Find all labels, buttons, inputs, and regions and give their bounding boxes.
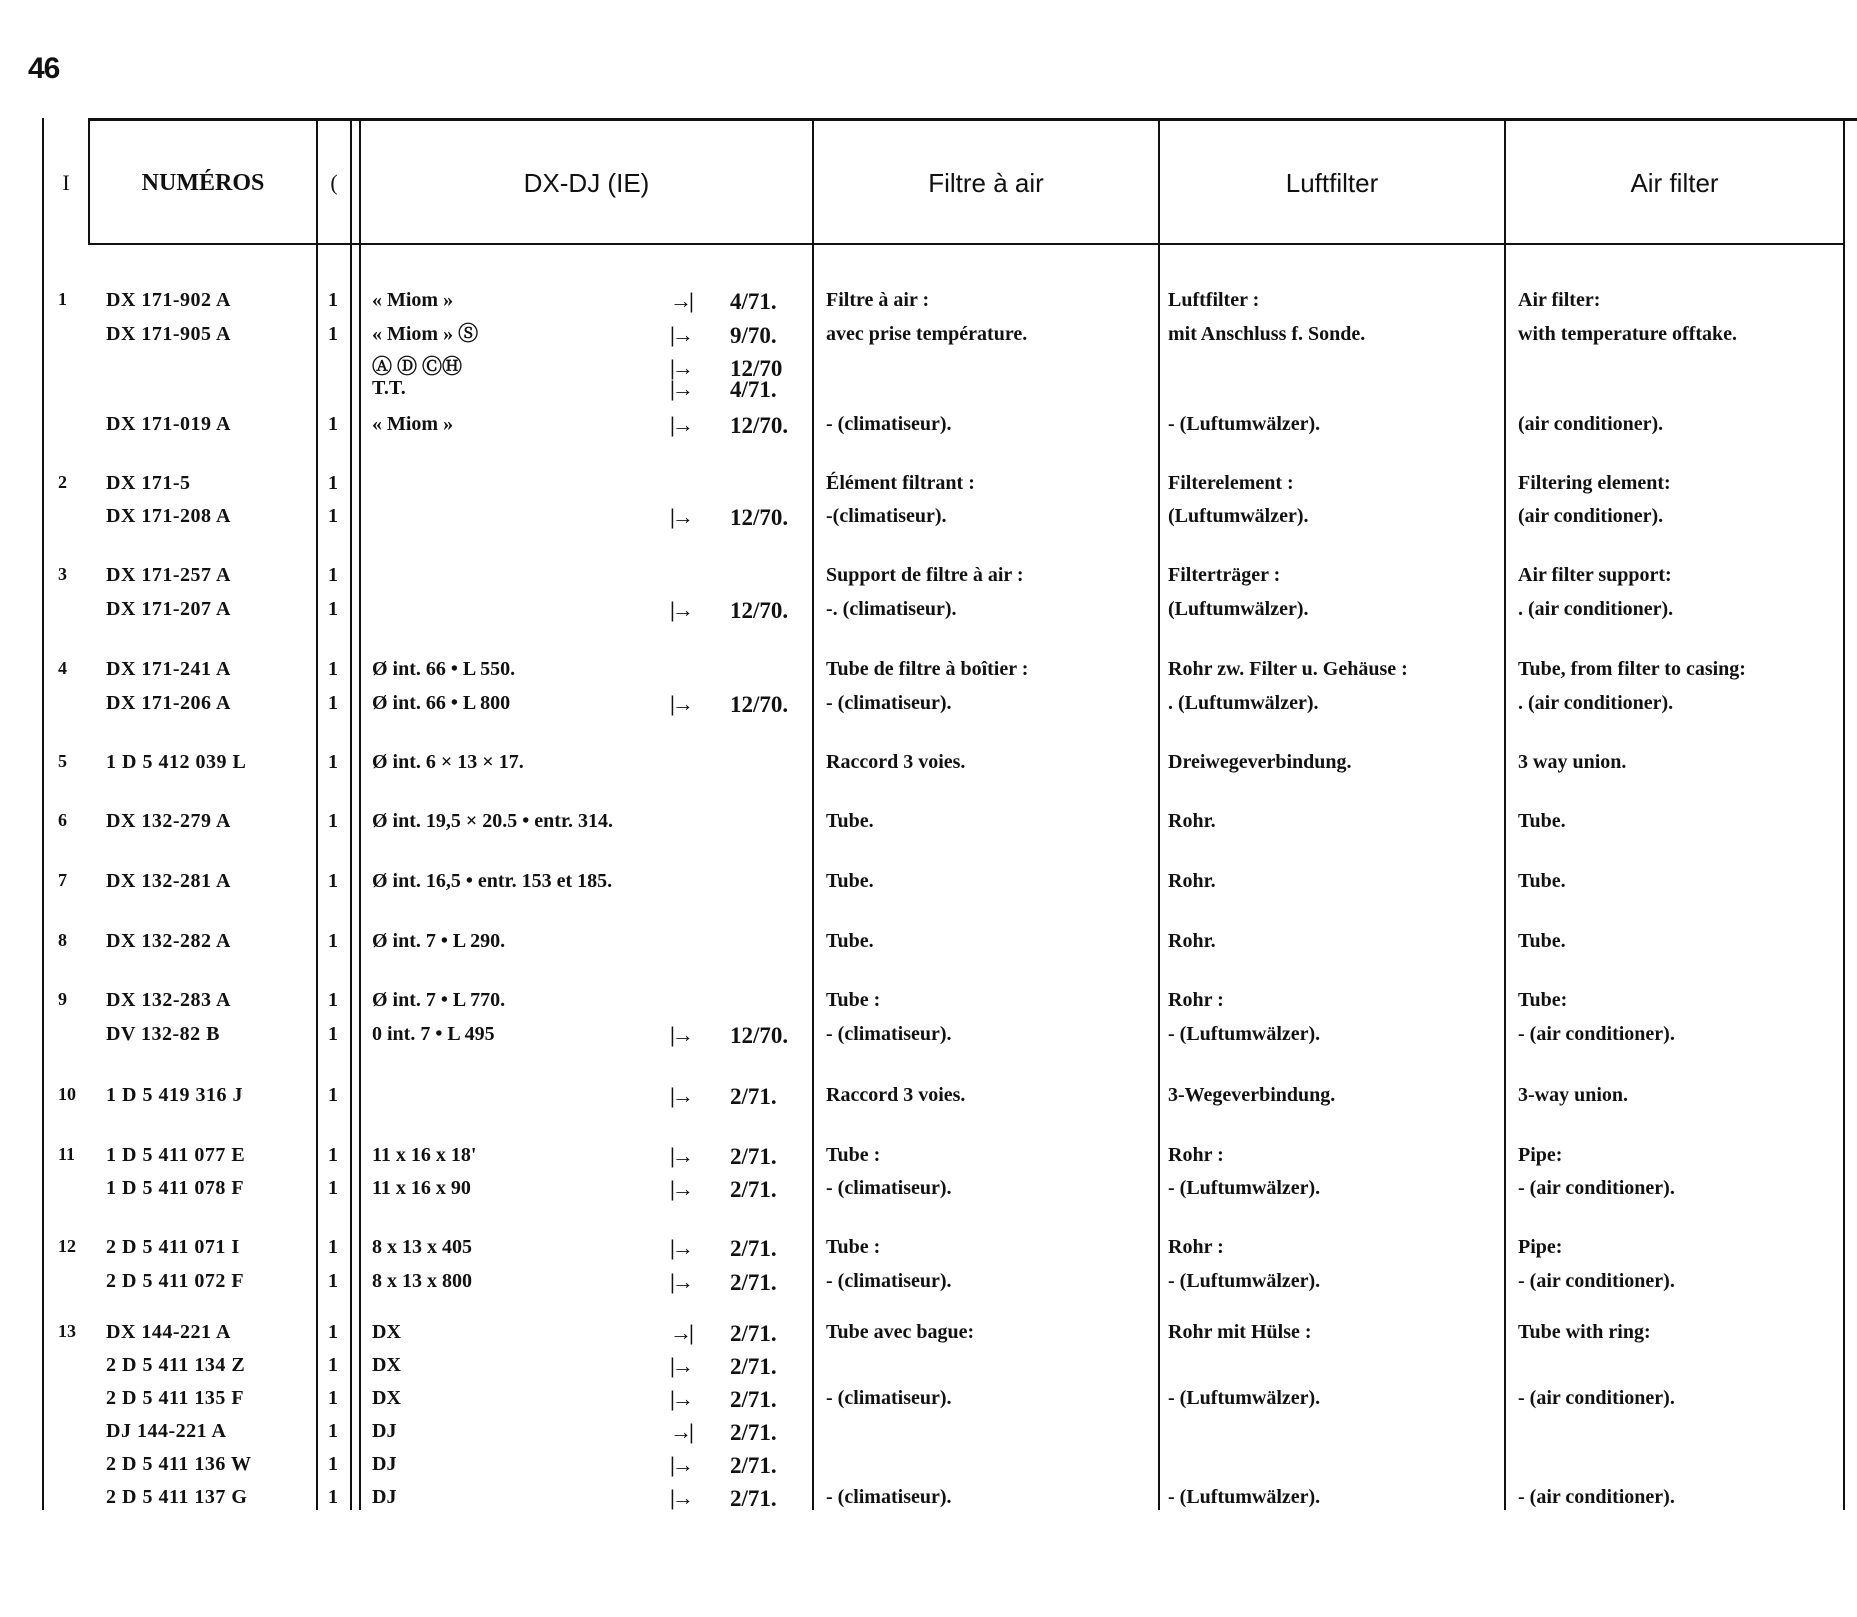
cell-spec: « Miom »	[372, 413, 454, 435]
cell-arrow: |→	[670, 597, 691, 622]
cell-de: Rohr.	[1168, 870, 1216, 892]
cell-arrow: |→	[670, 1083, 691, 1108]
cell-de: mit Anschluss f. Sonde.	[1168, 323, 1366, 345]
cell-en: 3-way union.	[1518, 1084, 1629, 1106]
cell-num: 1 D 5 412 039 L	[106, 751, 247, 773]
cell-de: - (Luftumwälzer).	[1168, 1486, 1321, 1508]
header-index: I	[62, 170, 70, 195]
cell-num: 1 D 5 411 077 E	[106, 1144, 246, 1166]
cell-de: - (Luftumwälzer).	[1168, 1177, 1321, 1199]
cell-num: DJ 144-221 A	[106, 1420, 227, 1442]
cell-num: 2 D 5 411 071 I	[106, 1236, 240, 1258]
cell-qty: 1	[328, 1084, 338, 1106]
cell-de: Rohr :	[1168, 989, 1224, 1011]
cell-de: Filterträger :	[1168, 564, 1281, 586]
cell-de: Rohr.	[1168, 930, 1216, 952]
cell-spec: 11 x 16 x 90	[372, 1177, 471, 1199]
cell-spec: DJ	[372, 1486, 397, 1508]
cell-qty: 1	[328, 1144, 338, 1166]
cell-en: . (air conditioner).	[1518, 692, 1674, 714]
cell-num: 2 D 5 411 137 G	[106, 1486, 248, 1508]
cell-qty: 1	[328, 1354, 338, 1376]
cell-en: (air conditioner).	[1518, 413, 1664, 435]
cell-idx: 9	[58, 989, 67, 1009]
cell-num: DX 171-019 A	[106, 413, 231, 435]
cell-num: DX 144-221 A	[106, 1321, 231, 1343]
cell-num: DV 132-82 B	[106, 1023, 221, 1045]
cell-date: 2/71.	[730, 1420, 777, 1445]
cell-en: Pipe:	[1518, 1236, 1563, 1258]
french-left-rule	[812, 118, 814, 1510]
cell-num: 1 D 5 419 316 J	[106, 1084, 243, 1106]
cell-num: 2 D 5 411 134 Z	[106, 1354, 246, 1376]
cell-spec: 11 x 16 x 18'	[372, 1144, 477, 1166]
cell-spec: DJ	[372, 1453, 397, 1475]
cell-qty: 1	[328, 1486, 338, 1508]
cell-spec: Ø int. 7 • L 290.	[372, 930, 506, 952]
cell-fr: Tube.	[826, 810, 874, 832]
cell-en: 3 way union.	[1518, 751, 1627, 773]
cell-de: . (Luftumwälzer).	[1168, 692, 1319, 714]
cell-fr: Tube :	[826, 1144, 881, 1166]
cell-idx: 11	[58, 1144, 76, 1164]
cell-qty: 1	[328, 505, 338, 527]
cell-date: 2/71.	[730, 1177, 777, 1202]
cell-de: - (Luftumwälzer).	[1168, 1387, 1321, 1409]
cell-fr: - (climatiseur).	[826, 1177, 952, 1199]
cell-arrow: |→	[670, 355, 691, 380]
cell-qty: 1	[328, 413, 338, 435]
cell-date: 4/71.	[730, 289, 777, 314]
cell-fr: - (climatiseur).	[826, 1387, 952, 1409]
cell-num: DX 132-281 A	[106, 870, 231, 892]
left-margin-rule	[42, 118, 44, 1510]
cell-arrow: |→	[670, 322, 691, 347]
cell-arrow: |→	[670, 1452, 691, 1477]
cell-fr: Support de filtre à air :	[826, 564, 1024, 586]
cell-num: DX 171-5	[106, 472, 191, 494]
cell-num: 1 D 5 411 078 F	[106, 1177, 245, 1199]
cell-num: DX 171-241 A	[106, 658, 231, 680]
cell-idx: 12	[58, 1236, 76, 1256]
cell-num: 2 D 5 411 072 F	[106, 1270, 245, 1292]
cell-date: 12/70	[730, 356, 783, 381]
qty-left-rule	[316, 118, 318, 1510]
cell-arrow: |→	[670, 1143, 691, 1168]
cell-en: . (air conditioner).	[1518, 598, 1674, 620]
cell-num: DX 132-282 A	[106, 930, 231, 952]
cell-spec: DX	[372, 1321, 401, 1343]
cell-en: with temperature offtake.	[1518, 323, 1738, 345]
cell-de: Rohr :	[1168, 1236, 1224, 1258]
cell-arrow: |→	[670, 504, 691, 529]
cell-de: Rohr zw. Filter u. Gehäuse :	[1168, 658, 1408, 680]
cell-qty: 1	[328, 930, 338, 952]
cell-de: Luftfilter :	[1168, 289, 1260, 311]
cell-arrow: →|	[670, 1419, 691, 1444]
cell-date: 2/71.	[730, 1354, 777, 1379]
cell-arrow: →|	[670, 288, 691, 313]
cell-idx: 7	[58, 870, 67, 890]
header-english: Air filter	[1630, 167, 1719, 198]
cell-de: Rohr :	[1168, 1144, 1224, 1166]
header-numeros: NUMÉROS	[141, 169, 265, 196]
cell-qty: 1	[328, 1453, 338, 1475]
cell-num: DX 132-279 A	[106, 810, 231, 832]
cell-qty: 1	[328, 870, 338, 892]
cell-spec: 0 int. 7 • L 495	[372, 1023, 495, 1045]
cell-idx: 1	[58, 289, 67, 309]
cell-arrow: →|	[670, 1320, 691, 1345]
english-left-rule	[1504, 118, 1506, 1510]
cell-idx: 13	[58, 1321, 76, 1341]
cell-fr: Raccord 3 voies.	[826, 751, 966, 773]
model-right-rule	[359, 118, 361, 1510]
cell-num: DX 171-257 A	[106, 564, 231, 586]
cell-en: Tube.	[1518, 930, 1566, 952]
cell-en: Filtering element:	[1518, 472, 1671, 494]
cell-en: Tube with ring:	[1518, 1321, 1651, 1343]
cell-qty: 1	[328, 1270, 338, 1292]
cell-fr: - (climatiseur).	[826, 1270, 952, 1292]
cell-de: 3-Wegeverbindung.	[1168, 1084, 1336, 1106]
cell-qty: 1	[328, 564, 338, 586]
cell-date: 12/70.	[730, 598, 789, 623]
cell-en: - (air conditioner).	[1518, 1177, 1675, 1199]
cell-fr: Tube de filtre à boîtier :	[826, 658, 1029, 680]
cell-fr: Tube.	[826, 870, 874, 892]
cell-qty: 1	[328, 472, 338, 494]
cell-qty: 1	[328, 810, 338, 832]
cell-qty: 1	[328, 658, 338, 680]
cell-qty: 1	[328, 289, 338, 311]
cell-idx: 3	[58, 564, 67, 584]
cell-de: Filterelement :	[1168, 472, 1294, 494]
cell-date: 2/71.	[730, 1270, 777, 1295]
table-top-rule	[88, 118, 1857, 121]
cell-num: 2 D 5 411 136 W	[106, 1453, 252, 1475]
cell-de: - (Luftumwälzer).	[1168, 1023, 1321, 1045]
page-number: 46	[28, 52, 60, 85]
cell-arrow: |→	[670, 1176, 691, 1201]
cell-qty: 1	[328, 692, 338, 714]
german-left-rule	[1158, 118, 1160, 1510]
cell-en: - (air conditioner).	[1518, 1270, 1675, 1292]
cell-fr: -(climatiseur).	[826, 505, 947, 527]
cell-en: Tube:	[1518, 989, 1568, 1011]
cell-arrow: |→	[670, 412, 691, 437]
cell-arrow: |→	[670, 1353, 691, 1378]
cell-en: Pipe:	[1518, 1144, 1563, 1166]
cell-fr: - (climatiseur).	[826, 692, 952, 714]
cell-de: - (Luftumwälzer).	[1168, 1270, 1321, 1292]
cell-idx: 5	[58, 751, 67, 771]
cell-de: (Luftumwälzer).	[1168, 598, 1309, 620]
cell-spec: T.T.	[372, 377, 406, 399]
cell-en: Air filter support:	[1518, 564, 1672, 586]
qty-right-rule	[350, 118, 352, 1510]
cell-num: DX 171-902 A	[106, 289, 231, 311]
cell-idx: 8	[58, 930, 67, 950]
cell-num: DX 171-206 A	[106, 692, 231, 714]
cell-en: - (air conditioner).	[1518, 1023, 1675, 1045]
cell-num: 2 D 5 411 135 F	[106, 1387, 245, 1409]
cell-spec: 8 x 13 x 800	[372, 1270, 472, 1292]
cell-date: 12/70.	[730, 505, 789, 530]
cell-fr: Raccord 3 voies.	[826, 1084, 966, 1106]
cell-idx: 2	[58, 472, 67, 492]
cell-date: 2/71.	[730, 1321, 777, 1346]
cell-en: - (air conditioner).	[1518, 1387, 1675, 1409]
cell-spec: Ø int. 66 • L 800	[372, 692, 511, 714]
cell-date: 4/71.	[730, 377, 777, 402]
cell-date: 12/70.	[730, 413, 789, 438]
cell-fr: avec prise température.	[826, 323, 1028, 345]
right-rule	[1843, 118, 1845, 1510]
cell-spec: Ø int. 7 • L 770.	[372, 989, 506, 1011]
cell-arrow: |→	[670, 1386, 691, 1411]
cell-spec: DX	[372, 1387, 401, 1409]
cell-qty: 1	[328, 989, 338, 1011]
cell-fr: Tube.	[826, 930, 874, 952]
cell-en: - (air conditioner).	[1518, 1486, 1675, 1508]
cell-date: 2/71.	[730, 1144, 777, 1169]
cell-idx: 6	[58, 810, 67, 830]
cell-fr: - (climatiseur).	[826, 413, 952, 435]
cell-qty: 1	[328, 1387, 338, 1409]
cell-spec: DJ	[372, 1420, 397, 1442]
cell-en: Tube, from filter to casing:	[1518, 658, 1746, 680]
cell-date: 12/70.	[730, 692, 789, 717]
cell-de: Rohr.	[1168, 810, 1216, 832]
cell-arrow: |→	[670, 691, 691, 716]
cell-qty: 1	[328, 1177, 338, 1199]
cell-spec: 8 x 13 x 405	[372, 1236, 472, 1258]
cell-en: Air filter:	[1518, 289, 1601, 311]
cell-fr: Tube :	[826, 1236, 881, 1258]
cell-idx: 4	[58, 658, 67, 678]
cell-date: 2/71.	[730, 1387, 777, 1412]
cell-num: DX 171-208 A	[106, 505, 231, 527]
cell-date: 2/71.	[730, 1453, 777, 1478]
cell-date: 2/71.	[730, 1084, 777, 1109]
cell-fr: -. (climatiseur).	[826, 598, 957, 620]
cell-spec: « Miom »	[372, 289, 454, 311]
cell-arrow: |→	[670, 1022, 691, 1047]
cell-fr: Tube :	[826, 989, 881, 1011]
cell-en: Tube.	[1518, 810, 1566, 832]
header-qty: (	[330, 170, 338, 195]
cell-arrow: |→	[670, 1269, 691, 1294]
cell-qty: 1	[328, 323, 338, 345]
cell-spec: Ø int. 16,5 • entr. 153 et 185.	[372, 870, 613, 892]
cell-date: 12/70.	[730, 1023, 789, 1048]
cell-en: Tube.	[1518, 870, 1566, 892]
cell-spec: Ø int. 19,5 × 20.5 • entr. 314.	[372, 810, 613, 832]
cell-num: DX 132-283 A	[106, 989, 231, 1011]
cell-fr: - (climatiseur).	[826, 1486, 952, 1508]
cell-de: Dreiwegeverbindung.	[1168, 751, 1352, 773]
cell-qty: 1	[328, 598, 338, 620]
cell-fr: Tube avec bague:	[826, 1321, 975, 1343]
cell-date: 2/71.	[730, 1486, 777, 1511]
cell-spec: Ø int. 66 • L 550.	[372, 658, 516, 680]
cell-fr: - (climatiseur).	[826, 1023, 952, 1045]
cell-qty: 1	[328, 751, 338, 773]
header-model: DX-DJ (IE)	[523, 167, 650, 198]
cell-fr: Filtre à air :	[826, 289, 930, 311]
header-french: Filtre à air	[928, 167, 1044, 198]
cell-num: DX 171-207 A	[106, 598, 231, 620]
cell-qty: 1	[328, 1236, 338, 1258]
cell-spec: DX	[372, 1354, 401, 1376]
cell-spec: Ø int. 6 × 13 × 17.	[372, 751, 524, 773]
cell-en: (air conditioner).	[1518, 505, 1664, 527]
cell-num: DX 171-905 A	[106, 323, 231, 345]
cell-de: Rohr mit Hülse :	[1168, 1321, 1312, 1343]
cell-idx: 10	[58, 1084, 76, 1104]
cell-qty: 1	[328, 1023, 338, 1045]
cell-qty: 1	[328, 1420, 338, 1442]
cell-qty: 1	[328, 1321, 338, 1343]
cell-date: 2/71.	[730, 1236, 777, 1261]
cell-fr: Élément filtrant :	[826, 472, 975, 494]
cell-arrow: |→	[670, 1235, 691, 1260]
cell-spec: « Miom » Ⓢ	[372, 323, 479, 345]
cell-arrow: |→	[670, 376, 691, 401]
cell-arrow: |→	[670, 1485, 691, 1510]
header-german: Luftfilter	[1285, 167, 1379, 198]
cell-de: - (Luftumwälzer).	[1168, 413, 1321, 435]
cell-spec: Ⓐ Ⓓ ⒸⒽ	[372, 356, 462, 378]
cell-date: 9/70.	[730, 323, 777, 348]
cell-de: (Luftumwälzer).	[1168, 505, 1309, 527]
